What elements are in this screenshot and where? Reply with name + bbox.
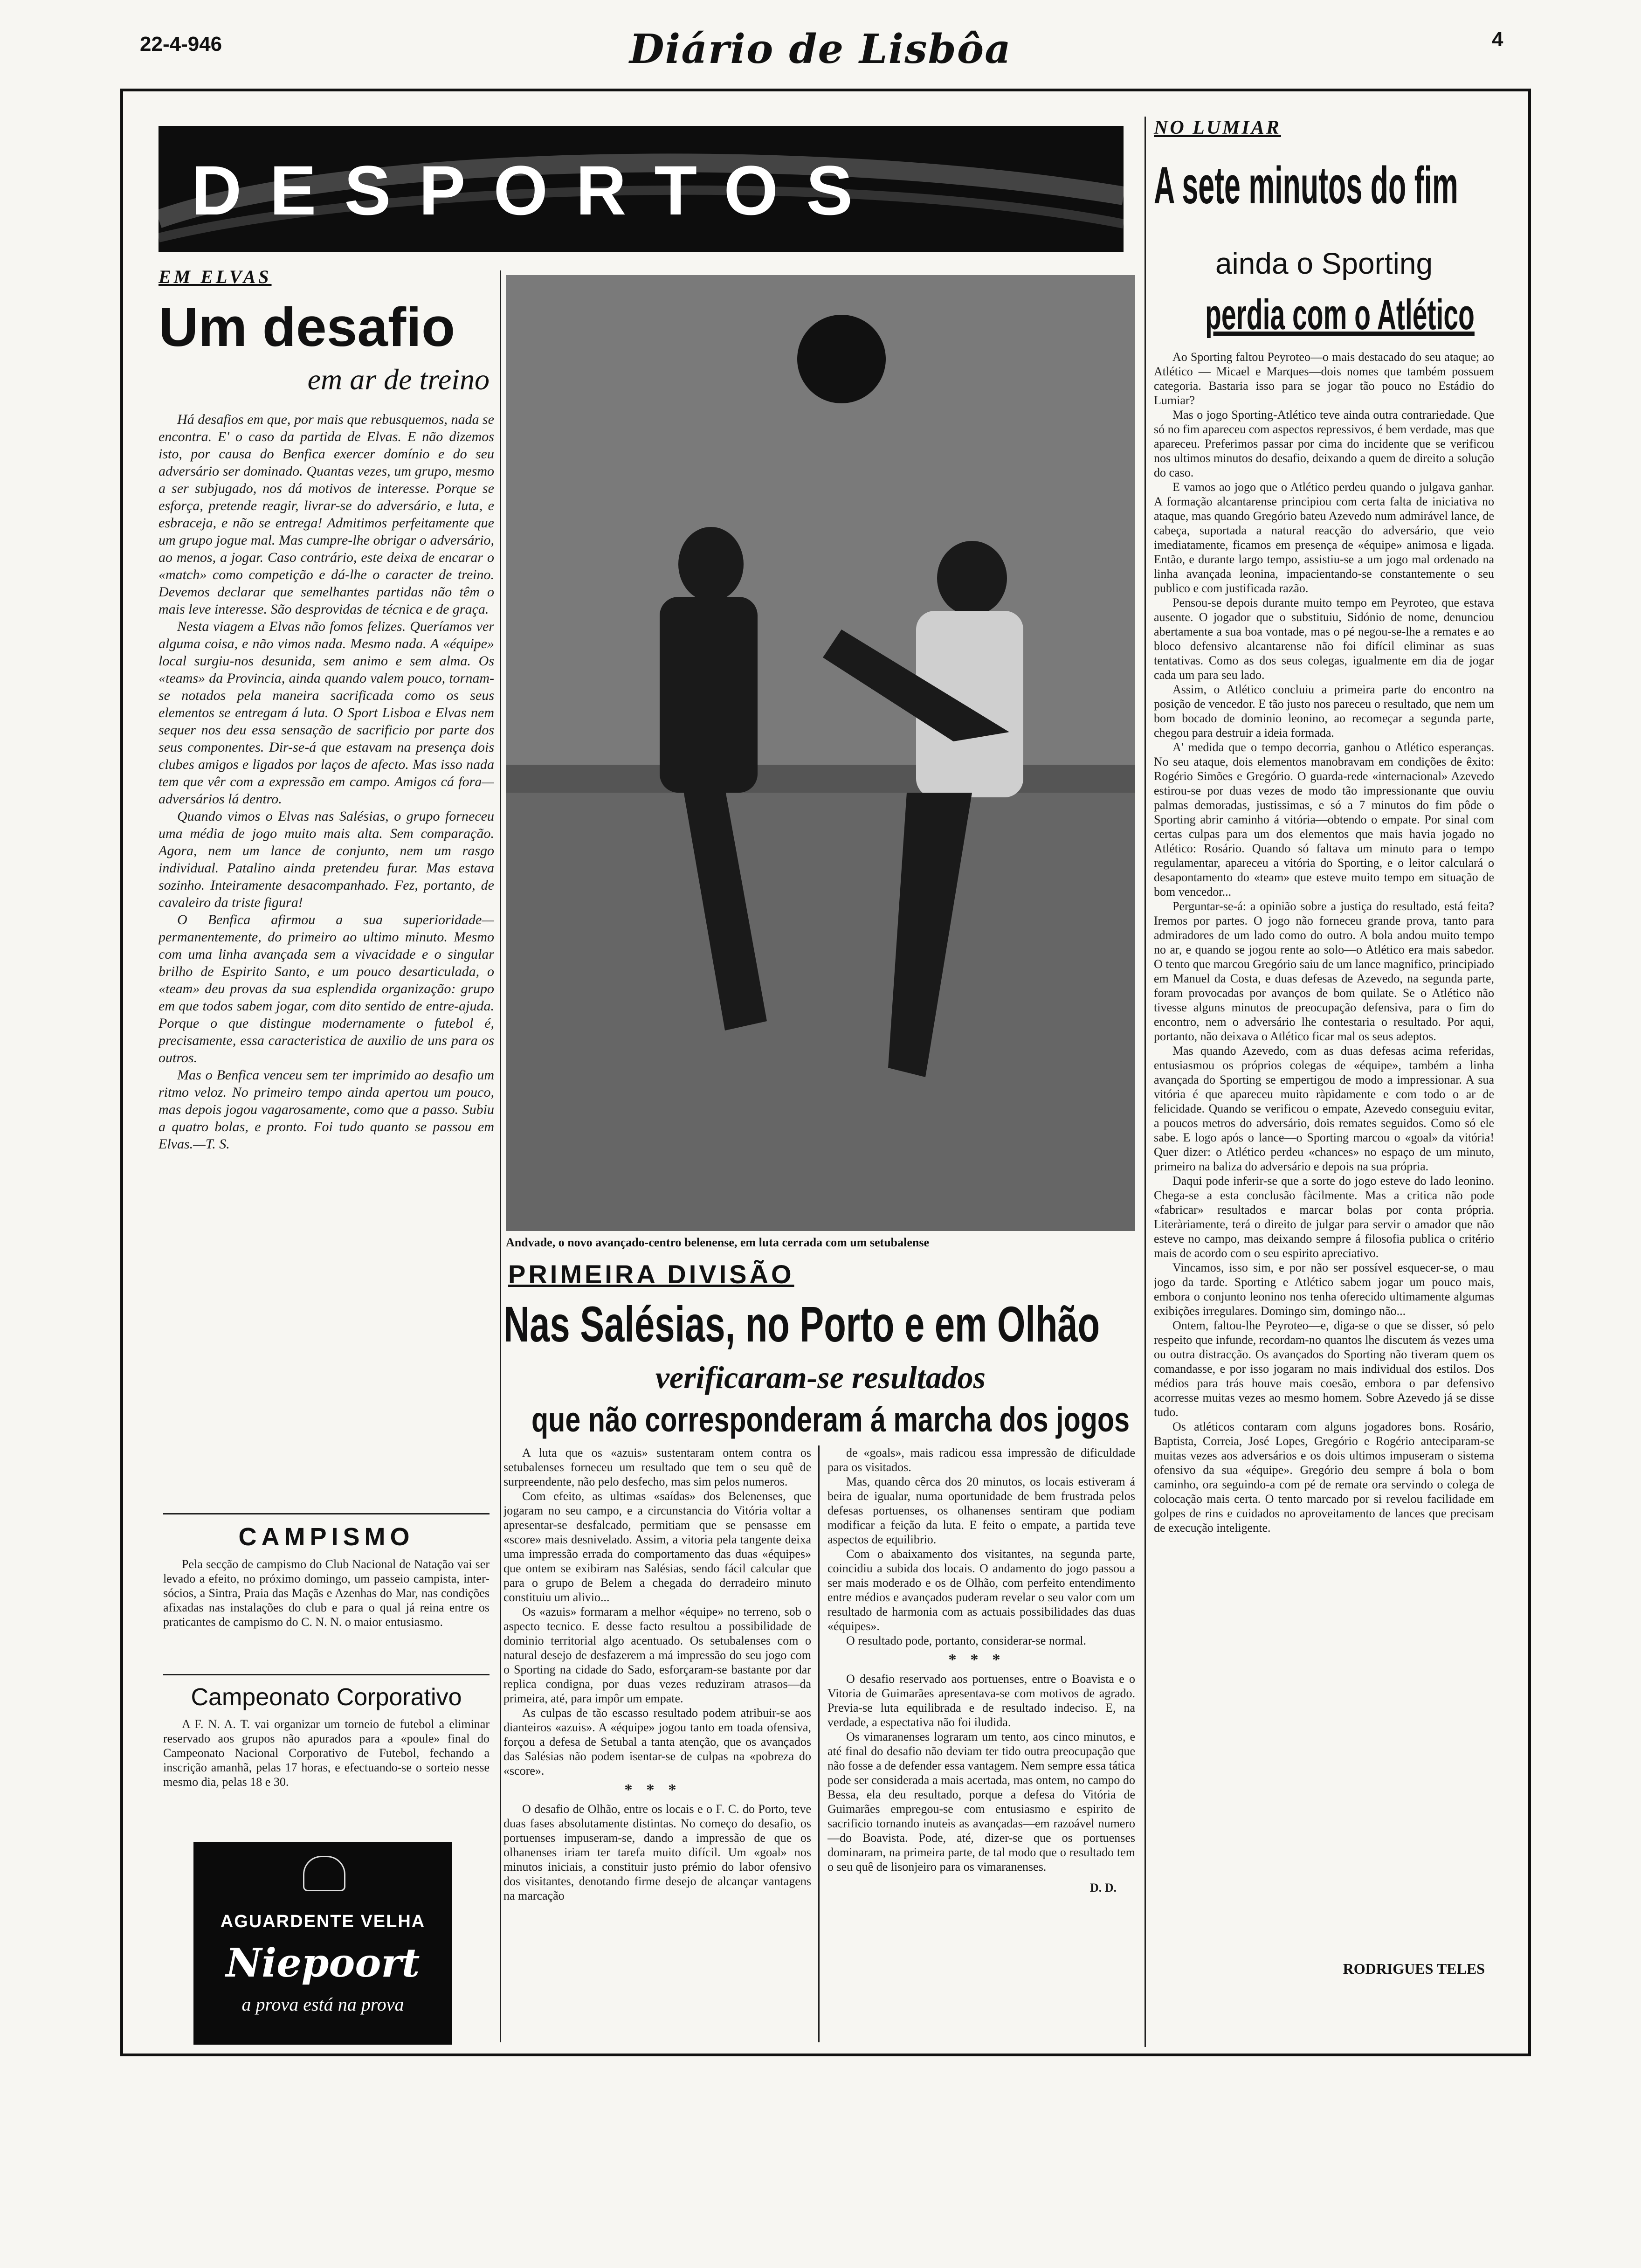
section-separator: *** bbox=[948, 1651, 1014, 1668]
match-photo bbox=[506, 275, 1135, 1231]
lumiar-paragraph: Mas quando Azevedo, com as duas defesas acima referidas, entusiasmou os próprios colegas de «équipe», também a linha avançada do Sporting se empertigou de modo a impressionar. A sua vitória é que apareceu muito ràpidamente e com todo o ar de felicidade. Quando se verificou o empate, Azevedo conseguiu evitar, a poucos metros do adversário, dois remates seguidos. Como só ele sabe. E logo após o lance—o Sporting marcou o «goal» da vitória! Quer dizer: o Atlético perdeu «chances» no espaço de um minuto, primeiro na baliza do adversário e depois na sua própria. bbox=[1154, 1044, 1494, 1173]
primeira-divisao-article bbox=[503, 1259, 1138, 2052]
lumiar-paragraph: A' medida que o tempo decorria, ganhou o Atlético esperanças. No seu ataque, dois elementos manobravam em condições de êxito: Rogério Simões e Gregório. O guarda-rede «internacional» Azevedo estirou-se por duas vezes de modo tão impressionante que ouviu palmas demoradas, justissimas, e só a 7 minutos do fim pôde o Sporting abrir caminho á vitória—obtendo o empate. Por sinal com certas culpas para um dos elementos que mais havia jogado no Atlético: Rosário. Quando só faltava um minuto para o tempo regulamentar, apareceu a vitória do Sporting, e o leitor calculará o desapontamento do «team» que esteve muito tempo em situação de bom vencedor... bbox=[1154, 740, 1494, 899]
primeira-paragraph: Mas, quando cêrca dos 20 minutos, os locais estiveram á beira de igualar, numa oportunidade de bem frustrada pelos defesas portuenses, os olhanenses sentiram que podiam modificar a feição da luta. E feito o empate, a partida teve aspectos de equilibrio. bbox=[827, 1475, 1135, 1546]
primeira-paragraph: Com o abaixamento dos visitantes, na segunda parte, coincidiu a subida dos locais. O andamento do jogo passou a ser mais moderado e os de Olhão, com perfeito entendimento entre médios e avançados puderam revelar o seu valor com um resultado de harmonia com as actuais possibilidades das duas «équipes». bbox=[827, 1547, 1135, 1633]
primeira-paragraph: Com efeito, as ultimas «saídas» dos Belenenses, que jogaram no seu campo, e a circunstancia do Vitória voltar a apresentar-se desfalcado, permitiam que se pensasse em «score» mais desnivelado. Assim, a vitoria pela tangente deixa uma impressão errada do comportamento das duas «équipes» que ontem se exibiram nas Salésias, sendo fácil calcular que para o grupo de Belem a chegada do derradeiro minuto constituiu um alivio... bbox=[503, 1489, 811, 1604]
column-divider bbox=[163, 1674, 490, 1675]
primeira-subheadline-2: que não corresponderam á marcha dos jogos bbox=[531, 1400, 1130, 1439]
masthead bbox=[0, 0, 1641, 89]
primeira-signature: D. D. bbox=[1089, 1881, 1117, 1895]
primeira-paragraph: de «goals», mais radicou essa impressão de dificuldade para os visitados. bbox=[827, 1446, 1135, 1474]
ad-line1: AGUARDENTE VELHA bbox=[220, 1912, 426, 1931]
column-divider bbox=[163, 1513, 490, 1514]
elvas-article bbox=[159, 266, 494, 1506]
campismo-text: Pela secção de campismo do Club Nacional de Natação vai ser levado a efeito, no próximo domingo, um passeio campista, inter-sócios, a Sintra, Praia das Maçãs e Azenhas do Mar, nas condições afixadas nas instalações do club e para o qual já reina entre os praticantes de campismo do C. N. N. o maior entusiasmo. bbox=[163, 1557, 490, 1629]
elvas-subheadline: em ar de treino bbox=[307, 363, 490, 396]
lumiar-paragraph: Pensou-se depois durante muito tempo em Peyroteo, que estava ausente. O jogador que o substituiu, Sidónio de nome, denunciou abertamente a sua boa vontade, mas o pé negou-se-lhe a remates e ao bloco defensivo alcantarense não foi difícil eliminar as suas tentativas. Como as dos seus colegas, igualmente em dia de jogar cada um para seu lado. bbox=[1154, 596, 1494, 682]
banner-graphic bbox=[159, 126, 1124, 252]
banner-text: DESPORTOS bbox=[191, 151, 881, 229]
elvas-headline: Um desafio bbox=[159, 297, 455, 358]
ad-crest-icon bbox=[303, 1856, 345, 1891]
photo-caption: Andvade, o novo avançado-centro belenense, em luta cerrada com um setubalense bbox=[506, 1236, 930, 1249]
lumiar-body bbox=[1154, 350, 1494, 1954]
niepoort-advertisement bbox=[193, 1842, 452, 2045]
campismo-notice bbox=[163, 1518, 490, 1695]
campismo-title: CAMPISMO bbox=[238, 1523, 414, 1551]
lumiar-paragraph: Mas o jogo Sporting-Atlético teve ainda outra contrariedade. Que só no fim apareceu com aspectos repressivos, é bem verdade, mas que apareceu. Preferimos passar por cima do incidente que se verificou nos ultimos minutos do desafio, deixando a quem de direito a solução do caso. bbox=[1154, 408, 1494, 479]
primeira-paragraph: Os vimaranenses lograram um tento, aos cinco minutos, e até final do desafio não deviam ter tido outra preocupação que não fosse a de defender essa vantagem. Nem sempre essa tática pode ser considerada a mais acertada, mas ontem, no campo do Bessa, ela deu resultado, porque a defesa do Vitória de Guimarães empregou-se com entusiasmo e espirito de sacrificio tornando inuteis as avançadas—em razoável numero—do Boavista. Pode, até, dizer-se que os portuenses dominaram, na primeira parte, de tal modo que o resultado tem o seu quê de lisonjeiro para os vimaranenses. bbox=[827, 1730, 1135, 1874]
elvas-kicker: EM ELVAS bbox=[159, 266, 272, 287]
elvas-paragraph: Mas o Benfica venceu sem ter imprimido ao desafio um ritmo veloz. No primeiro tempo ainda apertou um pouco, mas depois jogou vagarosamente, como que a passo. Subiu a quatro bolas, e pronto. Foi tudo quanto se passou em Elvas.—T. S. bbox=[159, 1067, 494, 1152]
lumiar-paragraph: Vincamos, isso sim, e por não ser possível esquecer-se, o mau jogo da tarde. Sporting e Atlético sabem jogar um pouco mais, embora o conjunto leonino nos tenha oferecido ultimamente algumas exibições irregulares. Domingo sim, domingo não... bbox=[1154, 1261, 1494, 1318]
primeira-col-2 bbox=[827, 1445, 1135, 2047]
primeira-col-1 bbox=[503, 1445, 811, 2047]
elvas-paragraph: Nesta viagem a Elvas não fomos felizes. Queríamos ver alguma coisa, e não vimos nada. Mesmo nada. A «équipe» local surgiu-nos desunida, sem animo e sem alma. Os «teams» da Provincia, ainda quando valem pouco, tornam-se notados pela maneira sacrificada como os seus elementos se entregam á luta. O Sport Lisboa e Elvas nem sequer nos deu essa sensação de sacrificio por parte dos seus componentes. Dir-se-á que estavam na presença dois clubes amigos e ligados por laços de afecto. Mas isso nada tem que vêr com a expressão em campo. Amigos cá fora—adversários lá dentro. bbox=[159, 619, 494, 807]
ad-brand: Niepoort bbox=[226, 1940, 420, 1986]
lumiar-paragraph: Assim, o Atlético concluiu a primeira parte do encontro na posição de vencedor. E tão justo nos pareceu o resultado, que nem um bom bocado de dominio leonino, ao recomeçar a segunda parte, chegou para destruir a ideia formada. bbox=[1154, 683, 1494, 740]
section-banner bbox=[159, 126, 1124, 252]
lumiar-paragraph: Daqui pode inferir-se que a sorte do jogo esteve do lado leonino. Chega-se a esta conclusão fàcilmente. Mas a critica não pode «fabricar» resultados e marcar bolas por conta própria. Literàriamente, terá o direito de julgar para servir o amador que não esteve no campo, mas deixando sempre á filosofia publica o critério mais de acordo com o seu espirito apreciativo. bbox=[1154, 1174, 1494, 1260]
primeira-paragraph: O desafio de Olhão, entre os locais e o F. C. do Porto, teve duas fases absolutamente distintas. No começo do desafio, os portuenses impuseram-se, dando a impressão de que os olhanenses iriam ter tarefa muito difícil. Um «goal» nos minutos iniciais, a constituir justo prémio do labor ofensivo dos visitantes, denotando firme desejo de alcançar vantagens na marcação bbox=[503, 1802, 811, 1902]
column-rule bbox=[818, 1445, 820, 2042]
newspaper-title: Diário de Lisbôa bbox=[629, 26, 1012, 73]
lumiar-subheadline-2: perdia com o Atlético bbox=[1205, 291, 1475, 339]
lumiar-paragraph: Os atléticos contaram com alguns jogadores bons. Rosário, Baptista, Correia, José Lopes, Gregório e Rogério anteciparam-se muitas vezes aos adversários e os dois ultimos impuseram o sistema ofensivo da sua «équipe». Gregório deu sempre á bola o bom caminho, ora seguindo-a com pé de remate ora servindo o colega de colocação mais certa. O tento marcado por si revelou facilidade em golpes de rins e cuidados no aproveitamento de lances que precisam de execução inteligente. bbox=[1154, 1420, 1494, 1535]
lumiar-subheadline-1: ainda o Sporting bbox=[1215, 247, 1433, 280]
column-rule bbox=[500, 270, 501, 2042]
lumiar-paragraph: Ontem, faltou-lhe Peyroteo—e, diga-se o que se disser, só pelo respeito que infunde, recordam-no quantos lhe discutem ás vezes uma ou outra distracção. Os avançados do Sporting não tiveram quem os comandasse, e por isso jogaram no mais individual dos estilos. Dos médios para trás houve mais coesão, embora o par defensivo acorresse muitas vezes ao mesmo homem. Sobre Azevedo já se disse tudo. bbox=[1154, 1319, 1494, 1419]
elvas-body bbox=[159, 411, 494, 1479]
corporativo-text: A F. N. A. T. vai organizar um torneio de futebol a eliminar reservado aos grupos não apurados para a «poule» final do Campeonato Nacional Corporativo de Futebol, fechando a inscrição amanhã, pelas 17 horas, e efectuando-se o sorteio nesse mesmo dia, pelas 18 e 30. bbox=[163, 1717, 490, 1789]
primeira-paragraph: A luta que os «azuis» sustentaram ontem contra os setubalenses forneceu um resultado que tem o seu quê de surpreendente, não pelo desfecho, mas sim pelos numeros. bbox=[503, 1446, 811, 1488]
primeira-subheadline-1: verificaram-se resultados bbox=[655, 1360, 986, 1395]
lumiar-paragraph: Perguntar-se-á: a opinião sobre a justiça do resultado, está feita? Iremos por partes. O jogo não forneceu grande prova, tanto para admiradores de um lado como do outro. A bola andou muito tempo no ar, e quando se jogou rente ao solo—o Atlético era mais sabedor. O tento que marcou Gregório saiu de um lance magnifico, principiado em Manuel da Costa, e duas defesas de Azevedo, na segunda parte, foram provocadas por avanços de bom quilate. Se o Atlético não tivesse alguns minutos de preocupação defensiva, para o fim do encontro, nem o adversário lhe contestaria o resultado. Por aqui, portanto, não deixava o Atlético ficar mal os seus adeptos. bbox=[1154, 899, 1494, 1043]
elvas-paragraph: Há desafios em que, por mais que rebusquemos, nada se encontra. E' o caso da partida de Elvas. E não dizemos isto, por causa do Benfica exercer domínio e do seu adversário ser dominado. Quantas vezes, um grupo, mesmo a ser subjugado, nos dá motivos de interesse. Porque se esforça, pretende reagir, livrar-se do adversário, e luta, e esbraceja, e não se entrega! Admitimos perfeitamente que um grupo jogue mal. Mas cumpre-lhe obrigar o adversário, ao menos, a jogar. Caso contrário, este deixa de encarar o «match» como competição e dá-lhe o caracter de treino. Devemos declarar que semelhantes partidas não têm o mais leve interesse. São desprovidas de técnica e de graça. bbox=[159, 412, 494, 617]
corporativo-title: Campeonato Corporativo bbox=[191, 1684, 462, 1711]
issue-date: 22-4-946 bbox=[140, 33, 222, 55]
primeira-paragraph: O resultado pode, portanto, considerar-se normal. bbox=[846, 1634, 1086, 1647]
lumiar-paragraph: Ao Sporting faltou Peyroteo—o mais destacado do seu ataque; ao Atlético — Micael e Marques—dois nomes que também possuem categoria. Bastaria isso para se jogar tão pouco no Estádio do Lumiar? bbox=[1154, 350, 1494, 407]
ad-slogan: a prova está na prova bbox=[241, 1994, 404, 2015]
primeira-paragraph: As culpas de tão escasso resultado podem atribuir-se aos dianteiros «azuis». A «équipe» jogou tanto em toada ofensiva, forçou a defesa de Setubal a tanta atenção, que os avançados das Salésias não podem isentar-se de culpas na «pobreza do «score». bbox=[503, 1706, 811, 1777]
primeira-paragraph: O desafio reservado aos portuenses, entre o Boavista e o Vitoria de Guimarães apresentava-se com motivos de agrado. Previa-se luta equilibrada e de resultado indeciso. E, na verdade, a espectativa não foi iludida. bbox=[827, 1672, 1135, 1729]
primeira-paragraph: Os «azuis» formaram a melhor «équipe» no terreno, sob o aspecto tecnico. E desse facto resultou a possibilidade de dominio territorial algo acentuado. Os setubalenses com o natural desejo de desfazerem a má impressão do seu jogo com o Sporting na cidade do Sado, esforçaram-se bastante por dar replica condigna, por duas vezes reduziram atrasos—da primeira, até, para impôr um empate. bbox=[503, 1605, 811, 1705]
column-rule bbox=[1145, 117, 1146, 2047]
lumiar-kicker: NO LUMIAR bbox=[1154, 117, 1281, 138]
page-number: 4 bbox=[1492, 28, 1503, 51]
primeira-headline: Nas Salésias, no Porto e em Olhão bbox=[503, 1296, 1100, 1352]
lumiar-article bbox=[1154, 117, 1494, 2042]
lumiar-headline: A sete minutos do fim bbox=[1154, 156, 1458, 214]
section-separator: *** bbox=[624, 1781, 690, 1798]
elvas-paragraph: Quando vimos o Elvas nas Salésias, o grupo forneceu uma média de jogo muito mais alta. Sem comparação. Agora, nem um lance de conjunto, nem um rasgo individual. Patalino ainda pretendeu furar. Mas estava sozinho. Inteiramente desacompanhado. Fez, portanto, de cavaleiro da triste figura! bbox=[159, 809, 494, 910]
elvas-paragraph: O Benfica afirmou a sua superioridade—permanentemente, do primeiro ao ultimo minuto. Mesmo com uma linha avançada sem a vivacidade e o singular brilho de Espirito Santo, e um pouco desarticulada, o «team» deu provas da sua esplendida organização: grupo em que todos sabem jogar, com dito sentido de entre-ajuda. Porque o que distingue modernamente o futebol é, precisamente, essa caracteristica de auxilio de uns para os outros. bbox=[159, 912, 494, 1065]
corporativo-notice bbox=[163, 1679, 490, 1832]
lumiar-paragraph: E vamos ao jogo que o Atlético perdeu quando o julgava ganhar. A formação alcantarense principiou com certa falta de iniciativa no ataque, mas quando Gregório bateu Azevedo num admirável lance, de cabeça, suportada a natural reacção do adversário, que veio imediatamente, ficamos em presença de «équipe» animosa e ligada. Então, e durante largo tempo, assistiu-se a um jogo mal ordenado na linha avançada leonina, impacientando-se constantemente o seu publico e com justificada razão. bbox=[1154, 480, 1494, 595]
primeira-kicker: PRIMEIRA DIVISÃO bbox=[508, 1259, 794, 1289]
lumiar-signature: RODRIGUES TELES bbox=[1343, 1960, 1485, 1977]
photo-illustration bbox=[506, 275, 1135, 1231]
